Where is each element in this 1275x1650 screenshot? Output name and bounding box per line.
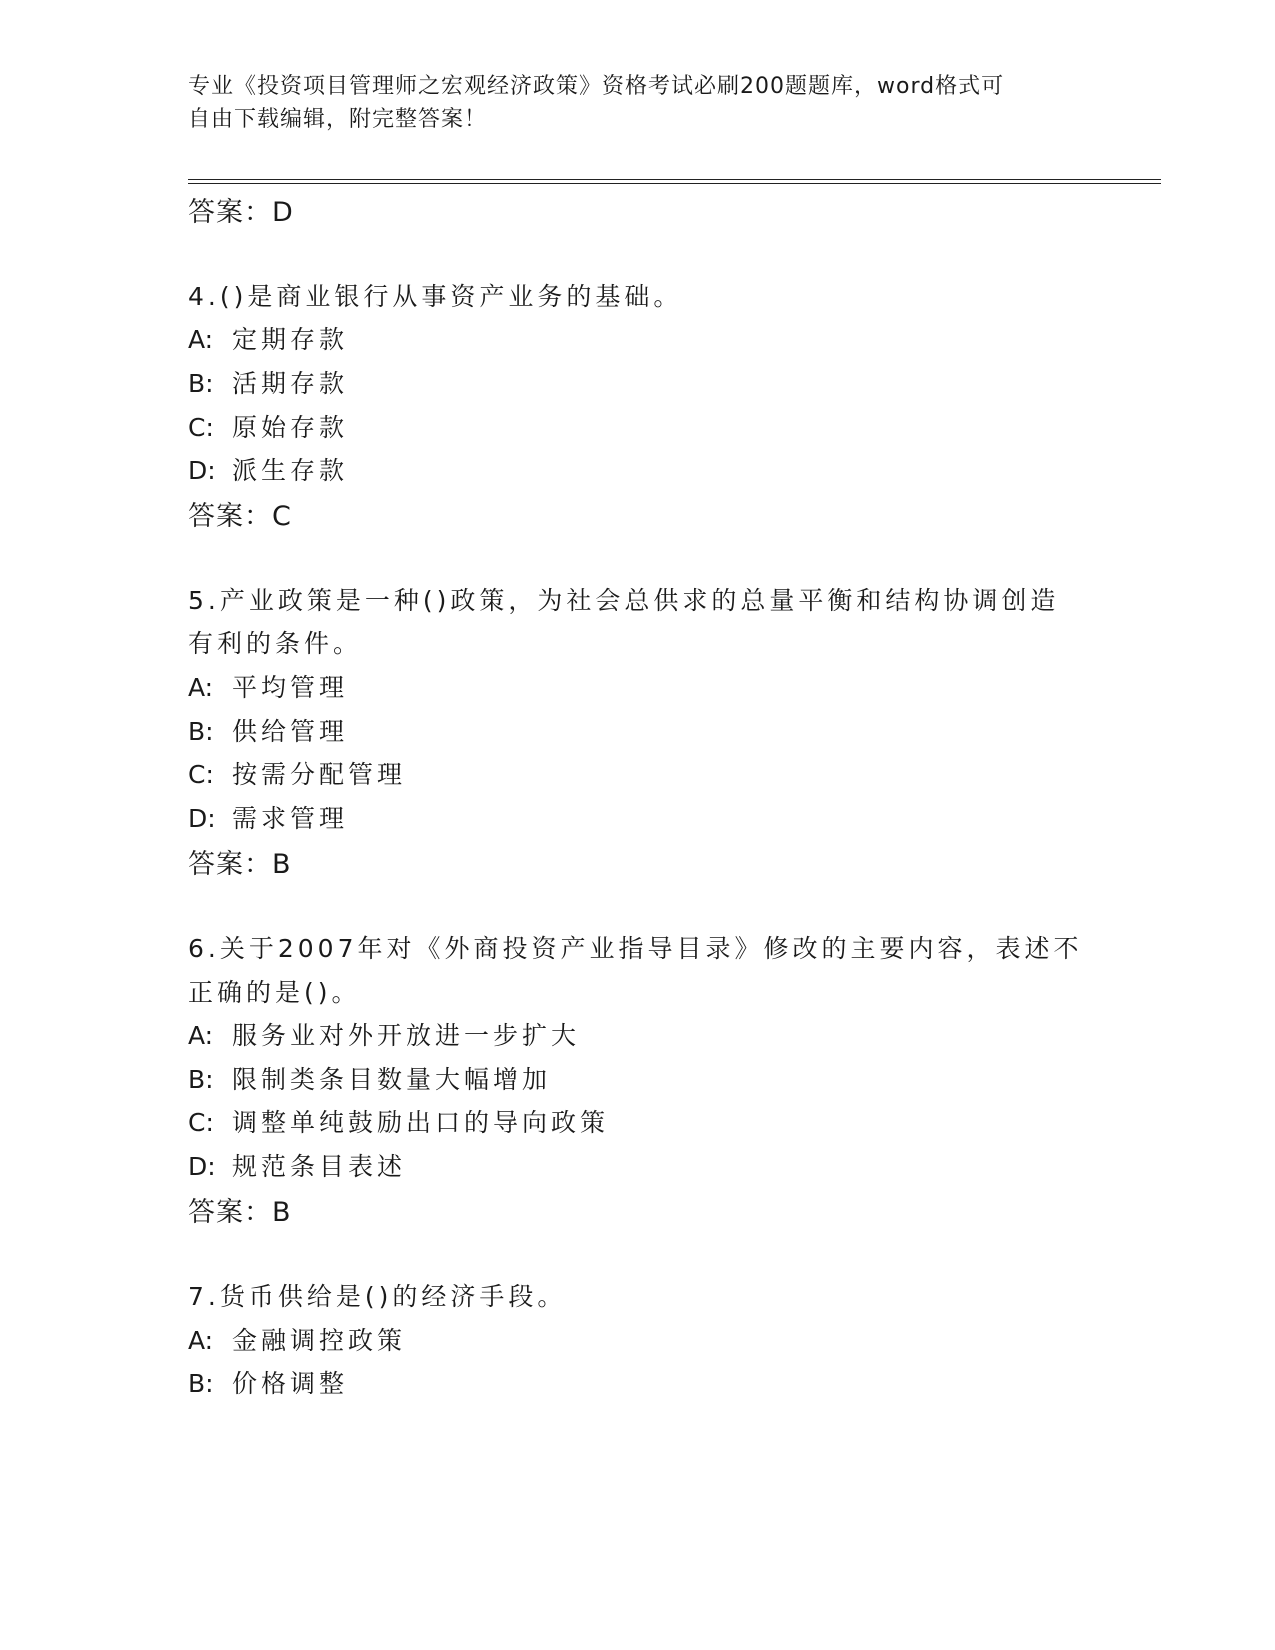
question-6-option-b [188, 1060, 551, 1096]
question-4-option-c [188, 408, 348, 444]
header-line-1: 专业《投资项目管理师之宏观经济政策》资格考试必刷200题题库，word格式可 [188, 74, 1005, 99]
option-text: 金融调控政策 [232, 1326, 407, 1355]
option-key: D: [188, 1152, 216, 1181]
option-text: 需求管理 [232, 804, 349, 833]
question-6-answer: 答案：B [188, 1197, 292, 1228]
question-5-stem-line-2: 有利的条件。 [188, 629, 363, 658]
header-rule-top [188, 179, 1161, 180]
option-key: C: [188, 413, 214, 442]
option-key: B: [188, 1065, 214, 1094]
option-key: B: [188, 717, 214, 746]
option-text: 价格调整 [232, 1369, 349, 1398]
question-5-option-d [188, 799, 348, 835]
document-header [188, 70, 1088, 136]
question-4-answer: 答案：C [188, 501, 292, 532]
option-text: 原始存款 [232, 413, 349, 442]
option-text: 平均管理 [232, 673, 349, 702]
question-6-stem-line-2: 正确的是()。 [188, 978, 361, 1007]
question-7-stem: 7.货币供给是()的经济手段。 [188, 1282, 567, 1311]
question-4-option-d [188, 451, 348, 487]
option-text: 按需分配管理 [232, 760, 407, 789]
option-key: A: [188, 673, 214, 702]
option-key: A: [188, 1326, 214, 1355]
option-key: D: [188, 456, 216, 485]
option-key: A: [188, 1021, 214, 1050]
option-text: 服务业对外开放进一步扩大 [232, 1021, 581, 1050]
question-5-answer: 答案：B [188, 849, 292, 880]
question-5-option-b [188, 712, 348, 748]
option-key: A: [188, 325, 214, 354]
question-6-option-c [188, 1103, 609, 1139]
option-key: D: [188, 804, 216, 833]
question-4-option-b [188, 364, 348, 400]
option-text: 调整单纯鼓励出口的导向政策 [232, 1108, 610, 1137]
header-rule-bottom [188, 183, 1161, 184]
option-key: C: [188, 1108, 214, 1137]
option-text: 供给管理 [232, 717, 349, 746]
option-text: 定期存款 [232, 325, 349, 354]
question-5-stem-line-1: 5.产业政策是一种()政策，为社会总供求的总量平衡和结构协调创造 [188, 586, 1060, 615]
question-7-option-b [188, 1364, 348, 1400]
option-text: 派生存款 [232, 456, 349, 485]
question-6-option-a [188, 1016, 580, 1052]
option-text: 限制类条目数量大幅增加 [232, 1065, 552, 1094]
option-text: 规范条目表述 [232, 1152, 407, 1181]
question-6-option-d [188, 1147, 406, 1183]
previous-answer: 答案：D [188, 197, 294, 228]
question-4-stem: 4.()是商业银行从事资产业务的基础。 [188, 282, 683, 311]
question-5-option-a [188, 668, 348, 704]
question-4-option-a [188, 320, 348, 356]
option-key: B: [188, 369, 214, 398]
question-7-option-a [188, 1321, 406, 1357]
option-key: C: [188, 760, 214, 789]
option-text: 活期存款 [232, 369, 349, 398]
option-key: B: [188, 1369, 214, 1398]
question-5-option-c [188, 755, 406, 791]
question-6-stem-line-1: 6.关于2007年对《外商投资产业指导目录》修改的主要内容，表述不 [188, 934, 1083, 963]
header-line-2: 自由下载编辑，附完整答案！ [188, 107, 488, 132]
